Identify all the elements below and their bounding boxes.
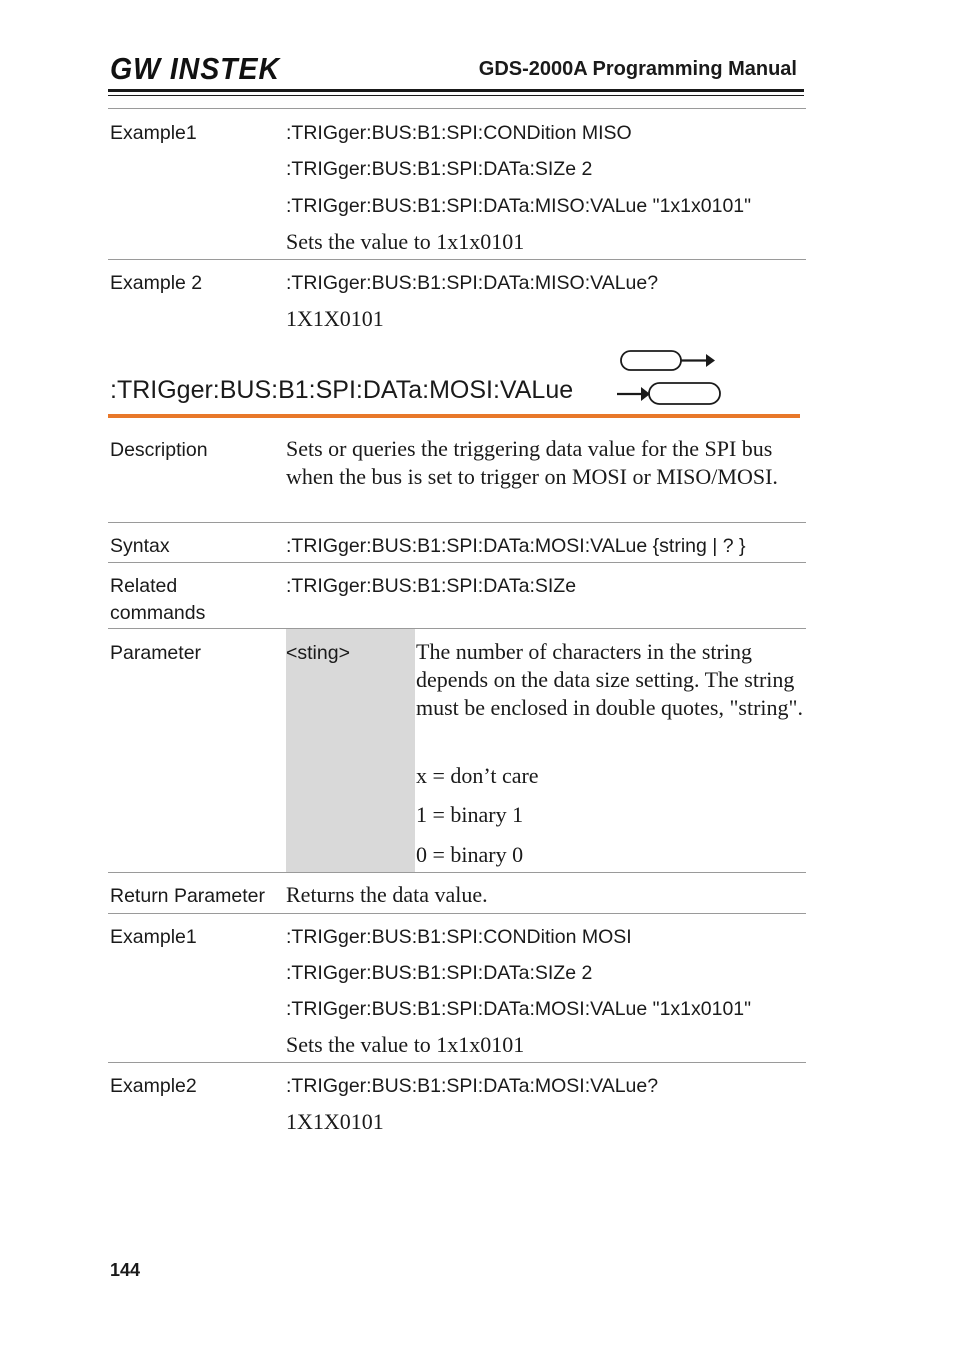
related-label-line2: commands [110,602,206,624]
divider [108,628,806,629]
syntax-label: Syntax [110,535,170,557]
prev-example2-label: Example 2 [110,272,203,294]
parameter-description: The number of characters in the string depends on the data size setting. The string must be enclosed in double quotes, "string". [416,639,804,720]
prev-example2-response: 1X1X0101 [286,306,384,331]
related-label-line1: Related [110,575,178,597]
example2-query: :TRIGger:BUS:B1:SPI:DATa:MOSI:VALue? [286,1075,659,1097]
prev-example1-line-3: :TRIGger:BUS:B1:SPI:DATa:MISO:VALue "1x1x0101" [286,195,752,217]
header-rule-thin [108,95,804,96]
example1-line-2: :TRIGger:BUS:B1:SPI:DATa:SIZe 2 [286,962,593,984]
prev-example2-query: :TRIGger:BUS:B1:SPI:DATa:MISO:VALue? [286,272,659,294]
parameter-label: Parameter [110,642,202,664]
gw-instek-logo [110,52,282,84]
manual-title: GDS-2000A Programming Manual [478,58,797,80]
parameter-name: <sting> [286,642,350,664]
command-heading: :TRIGger:BUS:B1:SPI:DATa:MOSI:VALue [110,376,574,404]
prev-example1-label: Example1 [110,122,197,144]
example1-line-1: :TRIGger:BUS:B1:SPI:CONDition MOSI [286,926,632,948]
syntax-text: :TRIGger:BUS:B1:SPI:DATa:MOSI:VALue {string | ? } [286,535,746,557]
example2-response: 1X1X0101 [286,1109,384,1134]
parameter-value-0: 0 = binary 0 [416,842,524,867]
return-text: Returns the data value. [286,882,488,907]
divider [108,562,806,563]
prev-example1-line-2: :TRIGger:BUS:B1:SPI:DATa:SIZe 2 [286,158,593,180]
divider [108,1062,806,1063]
page-number: 144 [110,1260,141,1280]
brand-logo [110,52,282,84]
heading-accent-bar [108,414,800,418]
example1-result: Sets the value to 1x1x0101 [286,1032,525,1057]
divider [108,872,806,873]
divider [108,259,806,260]
divider [108,913,806,914]
prev-example1-line-1: :TRIGger:BUS:B1:SPI:CONDition MISO [286,122,632,144]
query-command-icon [614,381,724,407]
divider [108,522,806,523]
description-text: Sets or queries the triggering data value for the SPI bus when the bus is set to trigger on MOSI or MISO/MOSI. [286,436,778,489]
parameter-value-1: 1 = binary 1 [416,802,524,827]
prev-example1-result: Sets the value to 1x1x0101 [286,229,525,254]
related-command: :TRIGger:BUS:B1:SPI:DATa:SIZe [286,575,577,597]
return-label: Return Parameter [110,885,265,907]
svg-text:GW INSTEK: GW INSTEK [110,52,282,84]
example1-line-3: :TRIGger:BUS:B1:SPI:DATa:MOSI:VALue "1x1x0101" [286,998,752,1020]
parameter-value-x: x = don’t care [416,763,539,788]
example1-label: Example1 [110,926,197,948]
divider [108,108,806,109]
header-rule-thick [108,89,804,92]
set-command-icon [618,349,718,373]
example2-label: Example2 [110,1075,197,1097]
description-label: Description [110,439,208,461]
